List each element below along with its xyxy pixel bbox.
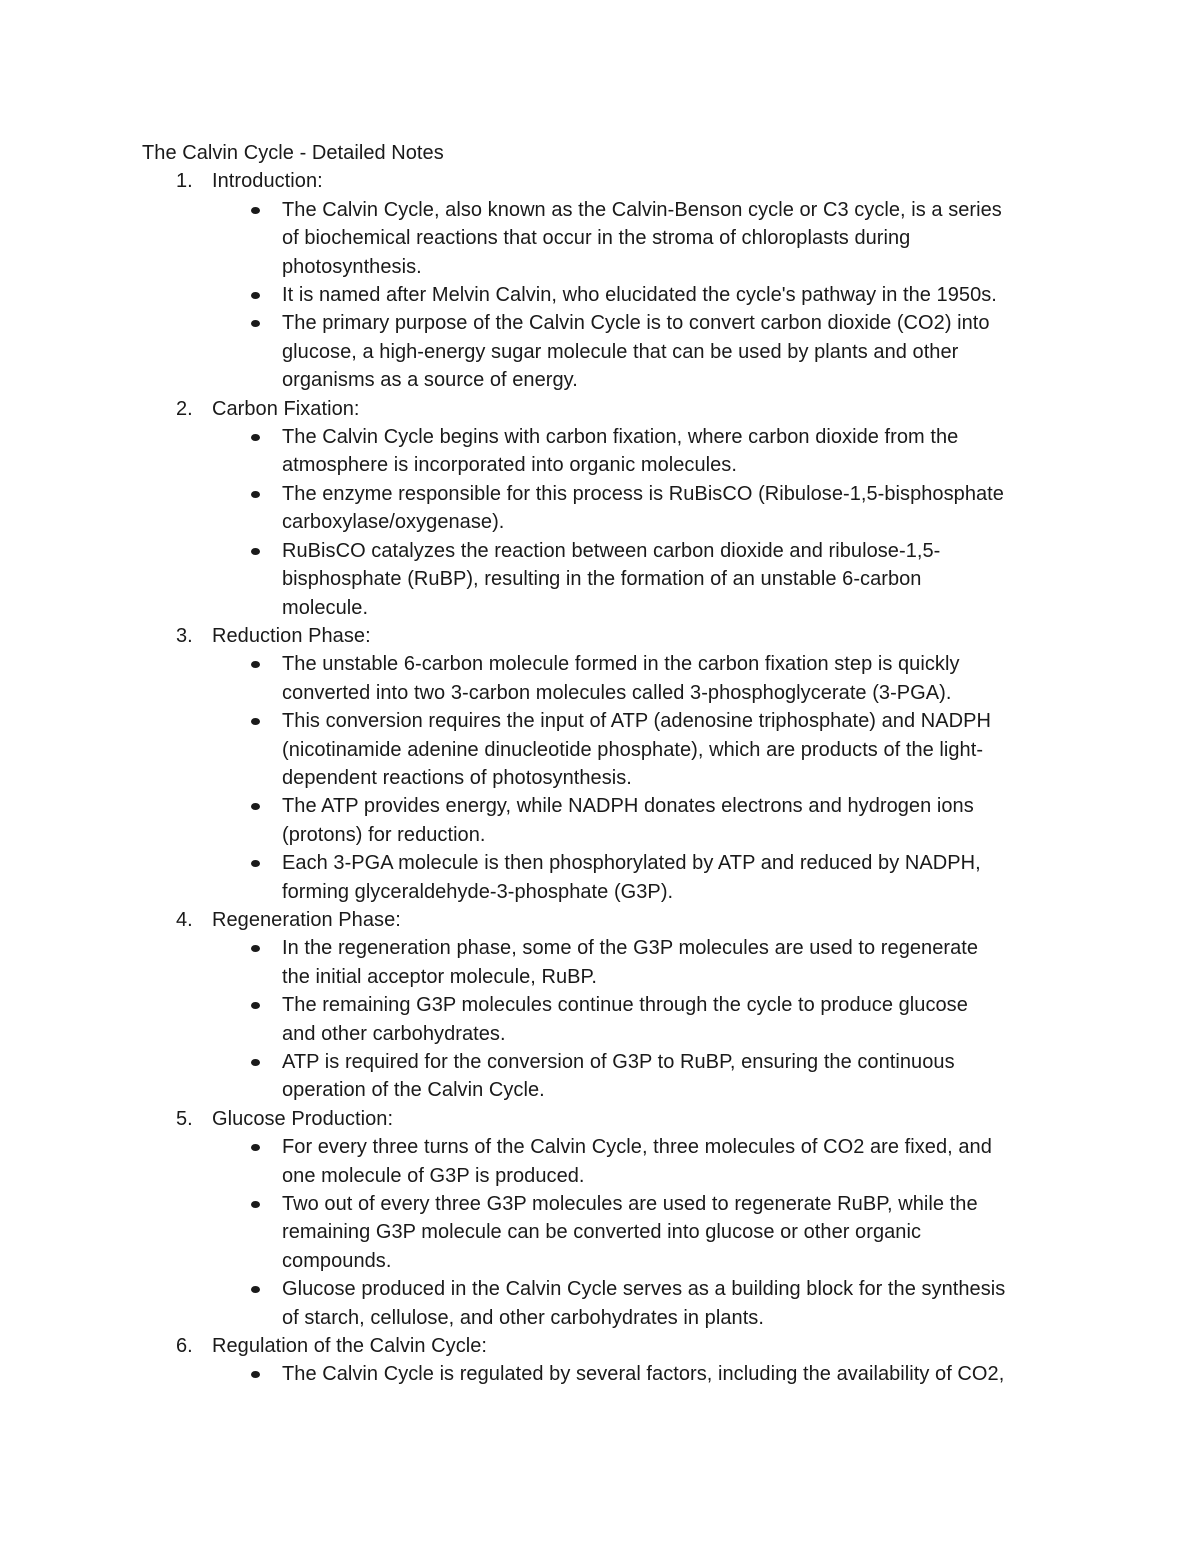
bullet-dot-icon [251, 661, 260, 668]
document-content [142, 139, 1072, 1389]
numbered-section [142, 395, 1072, 622]
bullet-dot-icon [251, 548, 260, 555]
bullet-text-line: (protons) for reduction. [282, 823, 486, 846]
bullet-text-line: forming glyceraldehyde-3-phosphate (G3P). [282, 880, 674, 903]
bullet-text-line: The primary purpose of the Calvin Cycle is to convert carbon dioxide (CO2) into [282, 312, 990, 335]
bullet-item [142, 281, 1062, 309]
bullet-dot-icon [251, 860, 260, 867]
bullet-dot-icon [251, 1002, 260, 1009]
bullet-dot-icon [251, 207, 260, 214]
bullet-text-line: This conversion requires the input of ATP (adenosine triphosphate) and NADPH [282, 710, 992, 733]
bullet-text-line: operation of the Calvin Cycle. [282, 1079, 545, 1102]
bullet-item [142, 934, 1062, 991]
bullet-text-line: organisms as a source of energy. [282, 369, 578, 392]
bullet-text-line: of biochemical reactions that occur in the stroma of chloroplasts during [282, 227, 911, 250]
bullet-dot-icon [251, 1371, 260, 1378]
bullet-text-line: RuBisCO catalyzes the reaction between carbon dioxide and ribulose-1,5- [282, 539, 941, 562]
bullet-text-line: The Calvin Cycle is regulated by several factors, including the availability of CO2, [282, 1363, 1005, 1386]
section-heading-row [142, 906, 1072, 934]
bullet-list [142, 1360, 1072, 1388]
section-heading: Regulation of the Calvin Cycle: [212, 1335, 488, 1358]
numbered-section [142, 1105, 1072, 1332]
bullet-dot-icon [251, 945, 260, 952]
bullet-text-line: The enzyme responsible for this process is RuBisCO (Ribulose-1,5-bisphosphate [282, 482, 1004, 505]
bullet-item [142, 423, 1062, 480]
bullet-dot-icon [251, 320, 260, 327]
bullet-text-line: glucose, a high-energy sugar molecule that can be used by plants and other [282, 340, 959, 363]
numbered-section [142, 906, 1072, 1105]
bullet-text-line: The remaining G3P molecules continue through the cycle to produce glucose [282, 994, 968, 1017]
bullet-item [142, 1190, 1062, 1275]
bullet-text-line: carboxylase/oxygenase). [282, 511, 505, 534]
bullet-item [142, 1133, 1062, 1190]
bullet-dot-icon [251, 1286, 260, 1293]
bullet-text-line: The ATP provides energy, while NADPH donates electrons and hydrogen ions [282, 795, 974, 818]
section-number: 2. [176, 397, 193, 420]
bullet-dot-icon [251, 1059, 260, 1066]
bullet-text-line: dependent reactions of photosynthesis. [282, 766, 632, 789]
section-number: 4. [176, 908, 193, 931]
section-number: 6. [176, 1335, 193, 1358]
bullet-text-line: the initial acceptor molecule, RuBP. [282, 965, 597, 988]
section-heading-row [142, 1332, 1072, 1360]
bullet-dot-icon [251, 434, 260, 441]
bullet-item [142, 196, 1062, 281]
bullet-text-line: The unstable 6-carbon molecule formed in the carbon fixation step is quickly [282, 653, 960, 676]
bullet-list [142, 423, 1072, 622]
bullet-dot-icon [251, 292, 260, 299]
bullet-item [142, 991, 1062, 1048]
bullet-dot-icon [251, 718, 260, 725]
bullet-text-line: atmosphere is incorporated into organic molecules. [282, 454, 737, 477]
bullet-text-line: In the regeneration phase, some of the G3P molecules are used to regenerate [282, 937, 979, 960]
bullet-item [142, 707, 1062, 792]
numbered-section [142, 622, 1072, 906]
bullet-text-line: converted into two 3-carbon molecules called 3-phosphoglycerate (3-PGA). [282, 681, 952, 704]
section-heading-row [142, 167, 1072, 195]
bullet-text-line: The Calvin Cycle, also known as the Calvin-Benson cycle or C3 cycle, is a series [282, 198, 1002, 221]
bullet-text-line: photosynthesis. [282, 255, 422, 278]
bullet-item [142, 849, 1062, 906]
section-number: 5. [176, 1107, 193, 1130]
bullet-item [142, 480, 1062, 537]
bullet-text-line: Each 3-PGA molecule is then phosphorylated by ATP and reduced by NADPH, [282, 852, 981, 875]
bullet-text-line: (nicotinamide adenine dinucleotide phosphate), which are products of the light- [282, 738, 984, 761]
bullet-item [142, 792, 1062, 849]
bullet-dot-icon [251, 1201, 260, 1208]
bullet-text-line: one molecule of G3P is produced. [282, 1164, 585, 1187]
bullet-list [142, 1133, 1072, 1332]
section-list [142, 167, 1072, 1388]
bullet-text-line: The Calvin Cycle begins with carbon fixation, where carbon dioxide from the [282, 426, 959, 449]
numbered-section [142, 167, 1072, 394]
bullet-text-line: Two out of every three G3P molecules are used to regenerate RuBP, while the [282, 1193, 978, 1216]
bullet-dot-icon [251, 803, 260, 810]
bullet-text-line: of starch, cellulose, and other carbohydrates in plants. [282, 1306, 764, 1329]
bullet-dot-icon [251, 1144, 260, 1151]
section-heading-row [142, 1105, 1072, 1133]
section-heading: Regeneration Phase: [212, 908, 401, 931]
numbered-section [142, 1332, 1072, 1389]
bullet-text-line: and other carbohydrates. [282, 1022, 506, 1045]
bullet-item [142, 537, 1062, 622]
section-number: 1. [176, 170, 193, 193]
bullet-item [142, 309, 1062, 394]
section-heading: Reduction Phase: [212, 624, 371, 647]
bullet-text-line: molecule. [282, 596, 369, 619]
bullet-item [142, 1048, 1062, 1105]
bullet-item [142, 1275, 1062, 1332]
section-heading: Introduction: [212, 170, 323, 193]
bullet-list [142, 934, 1072, 1104]
bullet-list [142, 196, 1072, 395]
bullet-text-line: compounds. [282, 1249, 392, 1272]
section-heading-row [142, 622, 1072, 650]
bullet-text-line: remaining G3P molecule can be converted into glucose or other organic [282, 1221, 922, 1244]
bullet-text-line: ATP is required for the conversion of G3P to RuBP, ensuring the continuous [282, 1051, 955, 1073]
section-number: 3. [176, 624, 193, 647]
bullet-item [142, 1360, 1062, 1388]
section-heading: Glucose Production: [212, 1107, 394, 1130]
bullet-text-line: It is named after Melvin Calvin, who elucidated the cycle's pathway in the 1950s. [282, 284, 997, 307]
section-heading-row [142, 395, 1072, 423]
bullet-text-line: For every three turns of the Calvin Cycle, three molecules of CO2 are fixed, and [282, 1136, 992, 1159]
bullet-text-line: Glucose produced in the Calvin Cycle serves as a building block for the synthesis [282, 1278, 1006, 1301]
bullet-text-line: bisphosphate (RuBP), resulting in the formation of an unstable 6-carbon [282, 568, 922, 591]
bullet-dot-icon [251, 491, 260, 498]
bullet-item [142, 650, 1062, 707]
section-heading: Carbon Fixation: [212, 397, 360, 420]
document-title: The Calvin Cycle - Detailed Notes [142, 142, 444, 164]
bullet-list [142, 650, 1072, 906]
